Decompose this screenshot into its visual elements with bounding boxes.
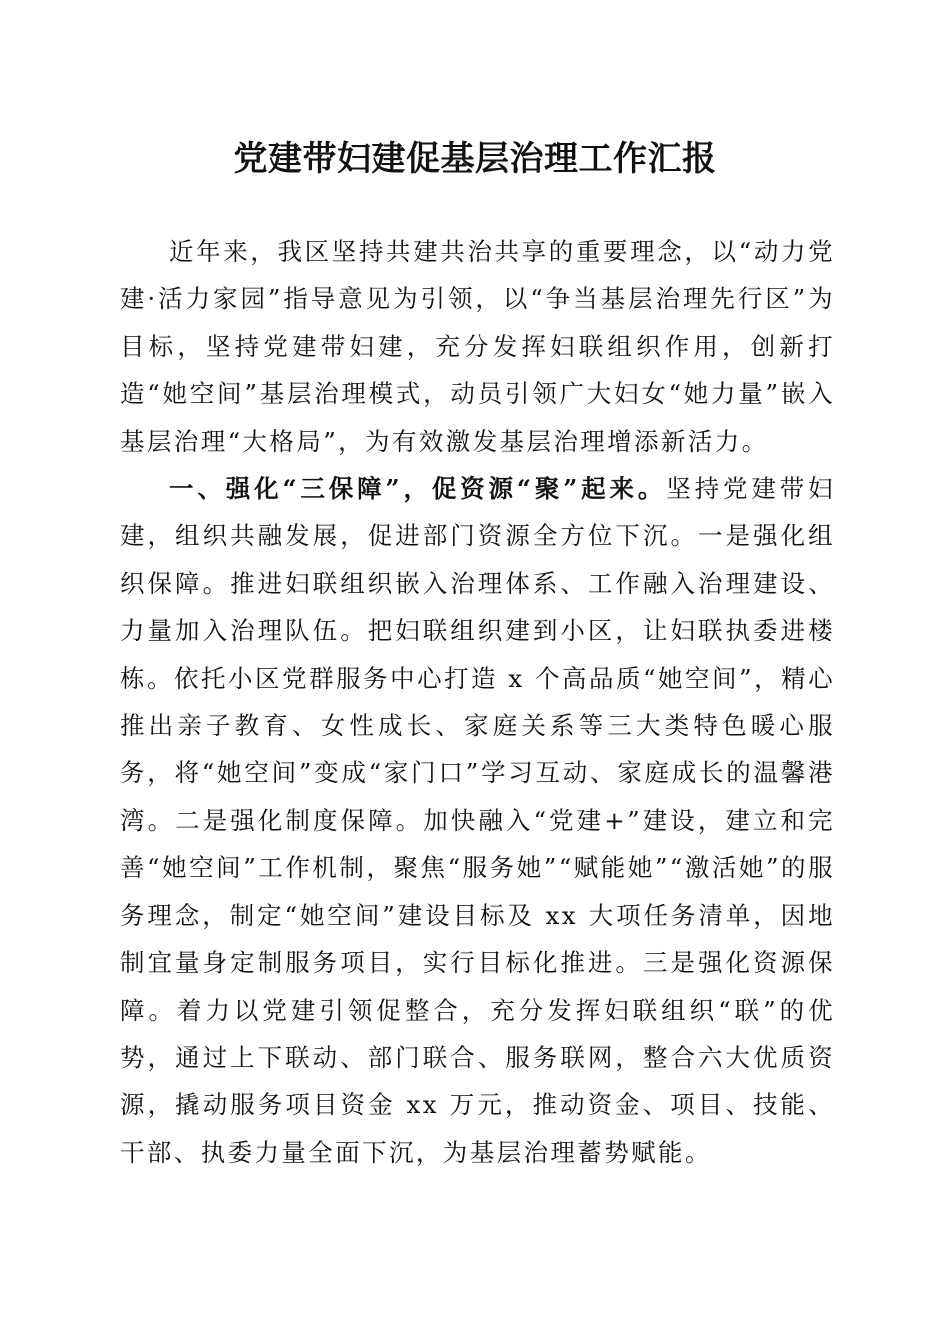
intro-paragraph-text: 近年来，我区坚持共建共治共享的重要理念，以“动力党建·活力家园”指导意见为引领，以“争当基层治理先行区”为目标，坚持党建带妇建，充分发挥妇联组织作用，创新打造“她空间”基层治理模式，动员引领广大妇女“她力量”嵌入基层治理“大格局”，为有效激发基层治理增添新活力。 [120,237,835,456]
document-title: 党建带妇建促基层治理工作汇报 [233,139,717,179]
section-one-heading: 一、强化“三保障”，促资源“聚”起来。 [169,474,667,504]
section-one-text: 坚持党建带妇建，组织共融发展，促进部门资源全方位下沉。一是强化组织保障。推进妇联组织嵌入治理体系、工作融入治理建设、力量加入治理队伍。把妇联组织建到小区，让妇联执委进楼栋。依托小区党群服务中心打造 x 个高品质“她空间”，精心推出亲子教育、女性成长、家庭关系等三大类特色暖心服务，将“她空间”变成“家门口”学习互动、家庭成长的温馨港湾。二是强化制度保障。加快融入“党建+”建设，建立和完善“她空间”工作机制，聚焦“服务她”“赋能她”“激活她”的服务理念，制定“她空间”建设目标及 xx 大项任务清单，因地制宜量身定制服务项目，实行目标化推进。三是强化资源保障。着力以党建引领促整合，充分发挥妇联组织“联”的优势，通过上下联动、部门联合、服务联网，整合六大优质资源，撬动服务项目资金 xx 万元，推动资金、项目、技能、干部、执委力量全面下沉，为基层治理蓄势赋能。 [120,474,835,1167]
section-one-paragraph [120,465,835,1176]
intro-paragraph [120,228,835,465]
document-body [120,228,835,1176]
